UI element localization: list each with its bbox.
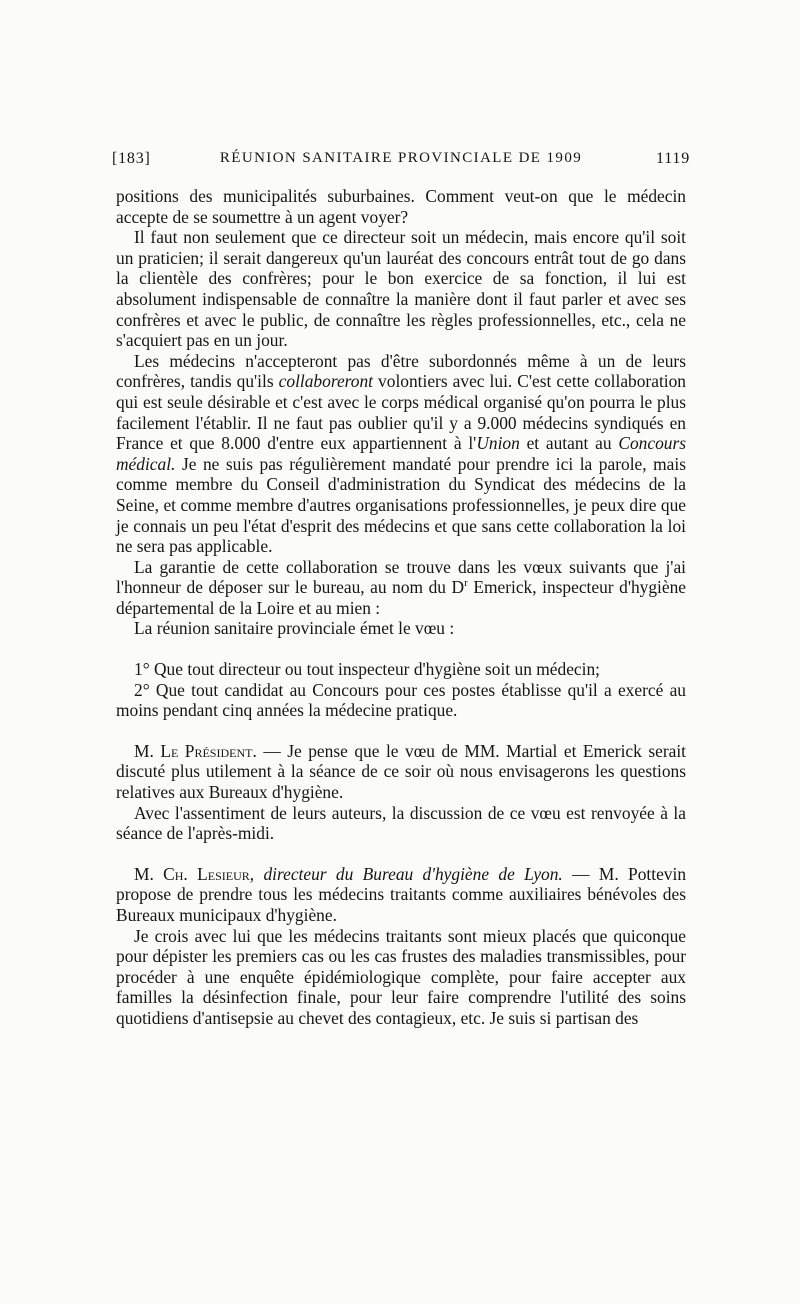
paragraph-4 (116, 557, 686, 619)
running-title: RÉUNION SANITAIRE PROVINCIALE DE 1909 (219, 150, 583, 166)
running-header (112, 150, 690, 174)
paragraph-9: Avec l'assentiment de leurs auteurs, la discussion de ce vœu est renvoyée à la séance de l'après-midi. (116, 802, 686, 844)
italic-concours-medical: Concours médical. (116, 433, 686, 474)
paragraph-2: Il faut non seulement que ce directeur soit un médecin, mais encore qu'il soit un praticien; il serait dangereux qu'un lauréat des concours entrât tout de go dans la clientèle des confrères; pour le bon exercice de sa fonction, il lui est absolument indispensable de connaître la manière dont il faut parler et avec ses confrères et avec le public, de connaître les règles professionnelles, etc., cela ne s'acquiert pas en un jour. (116, 227, 686, 351)
book-page (112, 150, 690, 1029)
paragraph-3 (116, 351, 686, 557)
speaker-name: M. Ch. Lesieur, (134, 863, 255, 884)
paragraph-president (116, 741, 686, 803)
speaker-name: M. Le Président. (134, 740, 257, 761)
text-run: — Je pense que le vœu de MM. Martial et Emerick serait discuté plus utilement à la séance de ce soir où nous envisagerons les questions relatives aux Bureaux d'hygiène. (116, 740, 686, 803)
body-text (116, 186, 686, 1029)
superscript-r: r (464, 577, 468, 590)
text-run: Emerick, inspecteur d'hygiène départemental de la Loire et au mien : (116, 577, 687, 618)
text-run: volontiers avec lui. C'est cette collaboration qui est seule désirable et c'est avec le corps médical organisé qu'on pourra le plus facilement l'établir. Il ne faut pas oublier qu'il y a 9.000 médecins syndiqués en France et que 8.000 d'entre eux appartiennent à l' (116, 371, 686, 454)
wish-item-2: 2° Que tout candidat au Concours pour ces postes établisse qu'il a exercé au moins pendant cinq années la médecine pratique. (116, 679, 686, 721)
wish-item-1: 1° Que tout directeur ou tout inspecteur d'hygiène soit un médecin; (134, 659, 600, 680)
speaker-role: directeur du Bureau d'hygiène de Lyon. (254, 863, 563, 884)
paragraph-11: Je crois avec lui que les médecins traitants sont mieux placés que quiconque pour dépister les premiers cas ou les cas frustes des maladies transmissibles, pour procéder à une enquête épidémiologique complète, pour faire accepter aux familles la désinfection finale, pour leur faire comprendre l'utilité des soins quotidiens d'antisepsie au chevet des contagieux, etc. Je suis si partisan des (116, 925, 686, 1028)
text-run: Je ne suis pas régulièrement mandaté pour prendre ici la parole, mais comme membre du Conseil d'administration du Syndicat des médecins de la Seine, et comme membre d'autres organisations professionnelles, je peux dire que je connais un peu l'état d'esprit des médecins et que sans cette collaboration la loi ne sera pas applicable. (116, 453, 686, 557)
text-run: Les médecins n'accepteront pas d'être subordonnés même à un de leurs confrères, tandis qu'ils (116, 350, 686, 392)
italic-union: Union (476, 433, 520, 454)
text-run: La garantie de cette collaboration se trouve dans les vœux suivants que j'ai l'honneur de déposer sur le bureau, au nom du D (116, 556, 686, 598)
italic-collaboreront: collaboreront (278, 371, 374, 392)
paragraph-lesieur (116, 864, 686, 926)
text-run: et autant au (519, 433, 619, 454)
paragraph-5: La réunion sanitaire provinciale émet le vœu : (134, 618, 455, 639)
paragraph-1: positions des municipalités suburbaines. Comment veut-on que le médecin accepte de se soumettre à un agent voyer? (116, 186, 686, 227)
text-run: — M. Pottevin propose de prendre tous les médecins traitants comme auxiliaires bénévoles des Bureaux municipaux d'hygiène. (116, 863, 687, 925)
page-number-right: 1119 (655, 150, 690, 167)
page-number-left: [183] (112, 150, 151, 167)
